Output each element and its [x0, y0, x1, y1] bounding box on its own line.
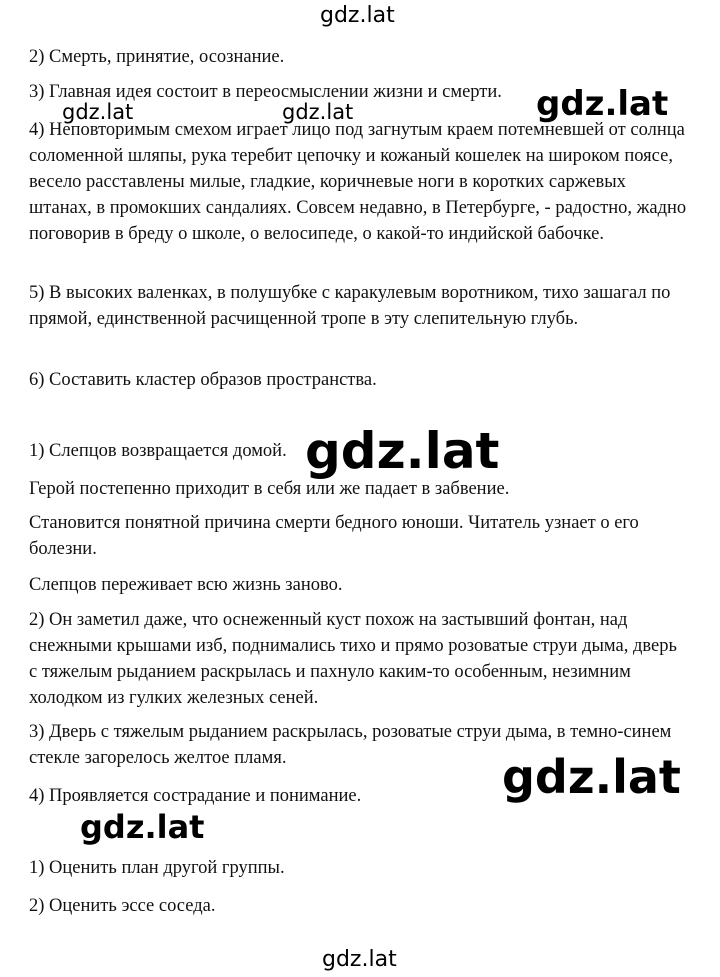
answer-2-3: 2) Оценить эссе соседа.	[29, 896, 216, 916]
answer-3-1: 3) Главная идея состоит в переосмыслении жизни и смерти.	[29, 82, 502, 102]
watermark-top: gdz.lat	[320, 3, 395, 28]
answer-2-1: 2) Смерть, принятие, осознание.	[29, 47, 285, 67]
answer-1-2-c: Становится понятной причина смерти бедного юноши. Читатель узнает о его болезни.	[29, 513, 639, 559]
watermark-bottom: gdz.lat	[322, 947, 397, 972]
answer-1-2: 1) Слепцов возвращается домой.	[29, 441, 287, 461]
answer-4-1: 4) Неповторимым смехом играет лицо под загнутым краем потемневшей от солнца соломенной шляпы, рука теребит цепочку и кожаный кошелек на широком поясе, весело расставлены милые, гладкие, коричневые ноги в коротких саржевых штанах, в промокших сандалиях. Совсем недавно, в Петербурге, - радостно, жадно поговорив в бреду о школе, о велосипеде, о какой-то индийской бабочке.	[29, 120, 687, 244]
answer-2-2: 2) Он заметил даже, что оснеженный куст похож на застывший фонтан, над снежными крышами изб, поднимались тихо и прямо розоватые струи дыма, дверь с тяжелым рыданием раскрылась и пахнуло каким-то особенным, незимним холодком из гулких железных сеней.	[29, 610, 677, 708]
answer-4-2: 4) Проявляется сострадание и понимание.	[29, 786, 362, 806]
watermark-small-mid: gdz.lat	[282, 100, 354, 124]
watermark-bold-left: gdz.lat	[80, 808, 205, 846]
answer-1-2-d: Слепцов переживает всю жизнь заново.	[29, 575, 343, 595]
watermark-bold-right: gdz.lat	[536, 84, 669, 124]
watermark-small-left: gdz.lat	[62, 100, 134, 124]
answer-5-1: 5) В высоких валенках, в полушубке с каракулевым воротником, тихо зашагал по прямой, единственной расчищенной тропе в эту слепительную глубь.	[29, 283, 671, 329]
answer-6-1: 6) Составить кластер образов пространства.	[29, 370, 377, 390]
answer-1-3: 1) Оценить план другой группы.	[29, 858, 285, 878]
answer-1-2-b: Герой постепенно приходит в себя или же падает в забвение.	[29, 479, 510, 499]
answer-3-2: 3) Дверь с тяжелым рыданием раскрылась, розоватые струи дыма, в темно-синем стекле загорелось желтое пламя.	[29, 722, 672, 768]
watermark-large-right: gdz.lat	[502, 750, 681, 804]
watermark-large-center: gdz.lat	[305, 422, 500, 480]
